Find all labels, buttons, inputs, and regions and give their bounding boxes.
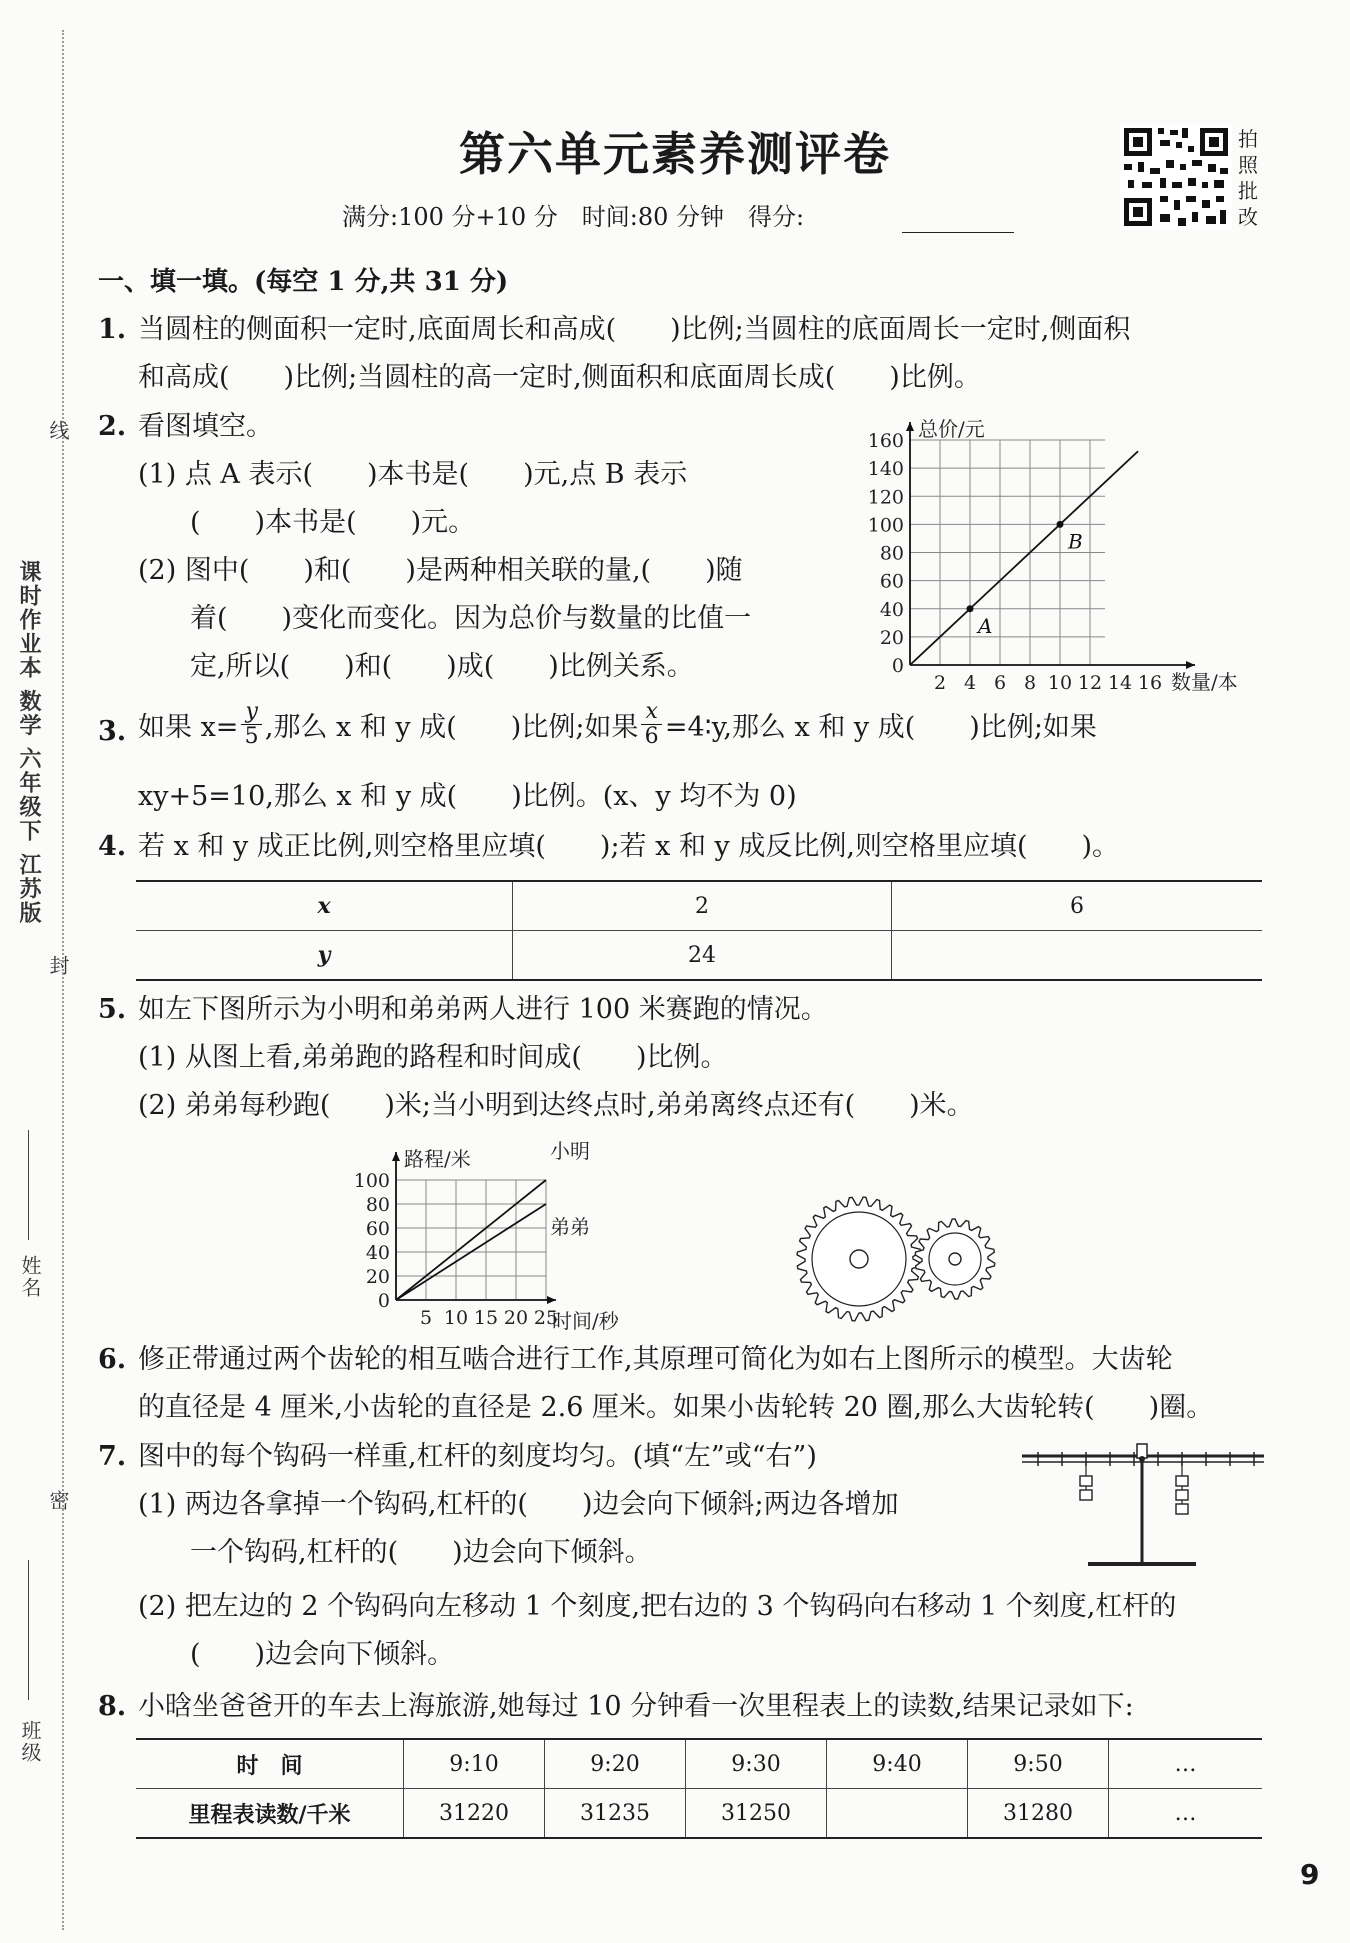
score-meta: 满分:100 分+10 分 时间:80 分钟 得分:	[342, 203, 805, 231]
binding-mark-feng: 封	[46, 955, 70, 977]
y-axis-title: 总价/元	[918, 417, 985, 441]
race-chart	[350, 1130, 700, 1330]
series-line	[910, 451, 1138, 665]
q6-line2: 的直径是 4 厘米,小齿轮的直径是 2.6 厘米。如果小齿轮转 20 圈,那么大齿轮转( )圈。	[138, 1392, 1214, 1423]
table-cell[interactable]	[892, 931, 1263, 981]
point-label: A	[978, 613, 993, 638]
fraction-numerator: x	[641, 700, 661, 725]
fraction-x-over-6	[641, 700, 661, 749]
fraction-denominator: 6	[644, 724, 659, 749]
page-number: 9	[1300, 1858, 1320, 1891]
price-quantity-chart	[850, 405, 1270, 695]
series-line	[396, 1180, 546, 1300]
y-tick-label: 80	[879, 542, 904, 565]
x-tick-label: 15	[473, 1307, 499, 1329]
q3-line1	[138, 700, 1097, 749]
y-tick-label: 100	[867, 514, 904, 537]
x-tick-label: 16	[1137, 672, 1163, 694]
q6-line1: 修正带通过两个齿轮的相互啮合进行工作,其原理可简化为如右上图所示的模型。大齿轮	[138, 1344, 1173, 1375]
table-cell: 里程表读数/千米	[136, 1789, 404, 1839]
table-cell: …	[1174, 1751, 1197, 1777]
table-cell: 31280	[968, 1789, 1109, 1839]
y-tick-label: 120	[867, 486, 904, 509]
x-axis-arrow-icon	[547, 1296, 556, 1304]
table-cell: 9:10	[404, 1739, 545, 1789]
fraction-numerator: y	[241, 700, 261, 725]
q7-p1-line1: (1) 两边各拿掉一个钩码,杠杆的( )边会向下倾斜;两边各增加	[138, 1489, 899, 1520]
gear-hole	[949, 1253, 961, 1265]
q2-p2-line3: 定,所以( )和( )成( )比例关系。	[190, 651, 694, 682]
table-cell: …	[1174, 1800, 1197, 1826]
binding-field-class: 班级	[18, 1720, 42, 1764]
q3-text-part3: =4∶y,那么 x 和 y 成( )比例;如果	[664, 712, 1097, 743]
q2-p1-line2: ( )本书是( )元。	[190, 507, 476, 538]
x-tick-label: 10	[1047, 672, 1073, 694]
q2-stem: 看图填空。	[138, 411, 273, 442]
binding-mark-mi: 密	[46, 1490, 70, 1512]
x-axis-title: 数量/本	[1171, 670, 1238, 694]
chart-axes	[906, 422, 1195, 669]
qr-caption: 拍照批改	[1238, 127, 1258, 229]
binding-dotted-line	[62, 30, 64, 1930]
x-tick-label: 25	[533, 1307, 559, 1329]
gears-icon	[795, 1195, 1005, 1325]
binding-field-line	[28, 1560, 29, 1700]
gear-hole	[850, 1250, 868, 1268]
table-cell: 2	[513, 881, 892, 931]
y-tick-label: 100	[353, 1170, 390, 1192]
q7-stem: 图中的每个钩码一样重,杠杆的刻度均匀。(填“左”或“右”)	[138, 1441, 817, 1472]
table-row	[136, 931, 1262, 981]
question-number: 8.	[98, 1691, 127, 1722]
q2-p2-line2: 着( )变化而变化。因为总价与数量的比值一	[190, 603, 752, 634]
table-cell: 24	[513, 931, 892, 981]
question-number: 7.	[98, 1441, 127, 1472]
table-cell: y	[136, 931, 513, 981]
q1-line1: 当圆柱的侧面积一定时,底面周长和高成( )比例;当圆柱的底面周长一定时,侧面积	[138, 314, 1131, 345]
x-axis-arrow-icon	[1186, 661, 1195, 669]
page-title: 第六单元素养测评卷	[459, 127, 891, 181]
binding-field-name: 姓名	[18, 1255, 42, 1299]
q5-stem: 如左下图所示为小明和弟弟两人进行 100 米赛跑的情况。	[138, 994, 828, 1025]
q7-p2-line2: ( )边会向下倾斜。	[190, 1639, 455, 1670]
table-cell: 31250	[686, 1789, 827, 1839]
table-row	[136, 1739, 1262, 1789]
x-tick-label: 14	[1107, 672, 1133, 694]
origin-label: 0	[377, 1290, 390, 1312]
q2-p1-line1: (1) 点 A 表示( )本书是( )元,点 B 表示	[138, 459, 688, 490]
y-tick-label: 140	[867, 458, 904, 481]
question-number: 5.	[98, 994, 127, 1025]
table-cell: 9:20	[545, 1739, 686, 1789]
q5-p1: (1) 从图上看,弟弟跑的路程和时间成( )比例。	[138, 1042, 728, 1073]
x-tick-label: 6	[993, 672, 1007, 694]
y-tick-label: 20	[879, 626, 904, 649]
x-tick-label: 5	[419, 1307, 433, 1329]
fraction-denominator: 5	[244, 724, 259, 749]
table-cell: 31235	[545, 1789, 686, 1839]
qr-code-icon[interactable]	[1120, 124, 1232, 230]
series-label: 弟弟	[550, 1215, 590, 1239]
q3-text-part1: 如果 x=	[138, 712, 239, 743]
x-tick-label: 12	[1077, 672, 1103, 694]
question-number: 6.	[98, 1344, 127, 1375]
y-tick-label: 60	[365, 1218, 390, 1240]
table-cell: 9:30	[686, 1739, 827, 1789]
binding-series-text: 课时作业本 数学 六年级下 江苏版	[16, 560, 42, 925]
section-heading: 一、填一填。(每空 1 分,共 31 分)	[98, 267, 509, 297]
series-label: 小明	[550, 1139, 590, 1163]
q5-p2: (2) 弟弟每秒跑( )米;当小明到达终点时,弟弟离终点还有( )米。	[138, 1090, 974, 1121]
y-tick-label: 160	[867, 430, 904, 452]
x-tick-label: 10	[443, 1307, 469, 1329]
question-number: 3.	[98, 716, 127, 747]
lever-icon	[1018, 1440, 1268, 1580]
q2-p2-line1: (2) 图中( )和( )是两种相关联的量,( )随	[138, 555, 743, 586]
y-axis-arrow-icon	[906, 422, 914, 431]
q4-text: 若 x 和 y 成正比例,则空格里应填( );若 x 和 y 成反比例,则空格里应填( )。	[138, 831, 1120, 862]
q3-line2: xy+5=10,那么 x 和 y 成( )比例。(x、y 均不为 0)	[138, 781, 797, 812]
q7-p1-line2: 一个钩码,杠杆的( )边会向下倾斜。	[190, 1537, 652, 1568]
table-cell: 时 间	[136, 1739, 404, 1789]
table-cell: 6	[1070, 893, 1084, 919]
fraction-y-over-5	[241, 700, 261, 749]
q3-text-part2: ,那么 x 和 y 成( )比例;如果	[264, 712, 639, 743]
x-tick-label: 4	[963, 672, 977, 694]
q8-text: 小晗坐爸爸开的车去上海旅游,她每过 10 分钟看一次里程表上的读数,结果记录如下:	[138, 1691, 1134, 1722]
x-tick-label: 2	[933, 672, 947, 694]
question-number: 2.	[98, 411, 127, 442]
y-tick-label: 80	[365, 1194, 390, 1216]
y-axis-arrow-icon	[392, 1152, 400, 1161]
q1-line2: 和高成( )比例;当圆柱的高一定时,侧面积和底面周长成( )比例。	[138, 362, 981, 393]
question-number: 4.	[98, 831, 127, 862]
table-row	[136, 1789, 1262, 1839]
x-tick-label: 8	[1023, 672, 1037, 694]
y-tick-label: 60	[879, 570, 904, 593]
point-label: B	[1068, 529, 1083, 554]
table-cell: 9:50	[968, 1739, 1109, 1789]
table-row	[136, 881, 1262, 931]
origin-label: 0	[891, 655, 904, 677]
q4-table	[136, 880, 1262, 981]
table-cell[interactable]	[827, 1789, 968, 1839]
table-cell: x	[136, 881, 513, 931]
table-cell: 31220	[404, 1789, 545, 1839]
q7-p2-line1: (2) 把左边的 2 个钩码向左移动 1 个刻度,把右边的 3 个钩码向右移动 1 个刻度,杠杆的	[138, 1591, 1177, 1622]
data-point	[967, 605, 974, 612]
q8-table	[136, 1738, 1262, 1839]
table-cell: 9:40	[827, 1739, 968, 1789]
x-tick-label: 20	[503, 1307, 529, 1329]
y-axis-title: 路程/米	[404, 1147, 471, 1171]
score-blank	[902, 232, 1014, 233]
question-number: 1.	[98, 314, 127, 345]
binding-field-line	[28, 1130, 29, 1240]
y-tick-label: 40	[879, 598, 904, 621]
y-tick-label: 40	[365, 1242, 390, 1264]
y-tick-label: 20	[365, 1266, 390, 1288]
binding-mark-xian: 线	[46, 420, 70, 442]
x-axis-title: 时间/秒	[552, 1309, 619, 1330]
data-point	[1057, 521, 1064, 528]
